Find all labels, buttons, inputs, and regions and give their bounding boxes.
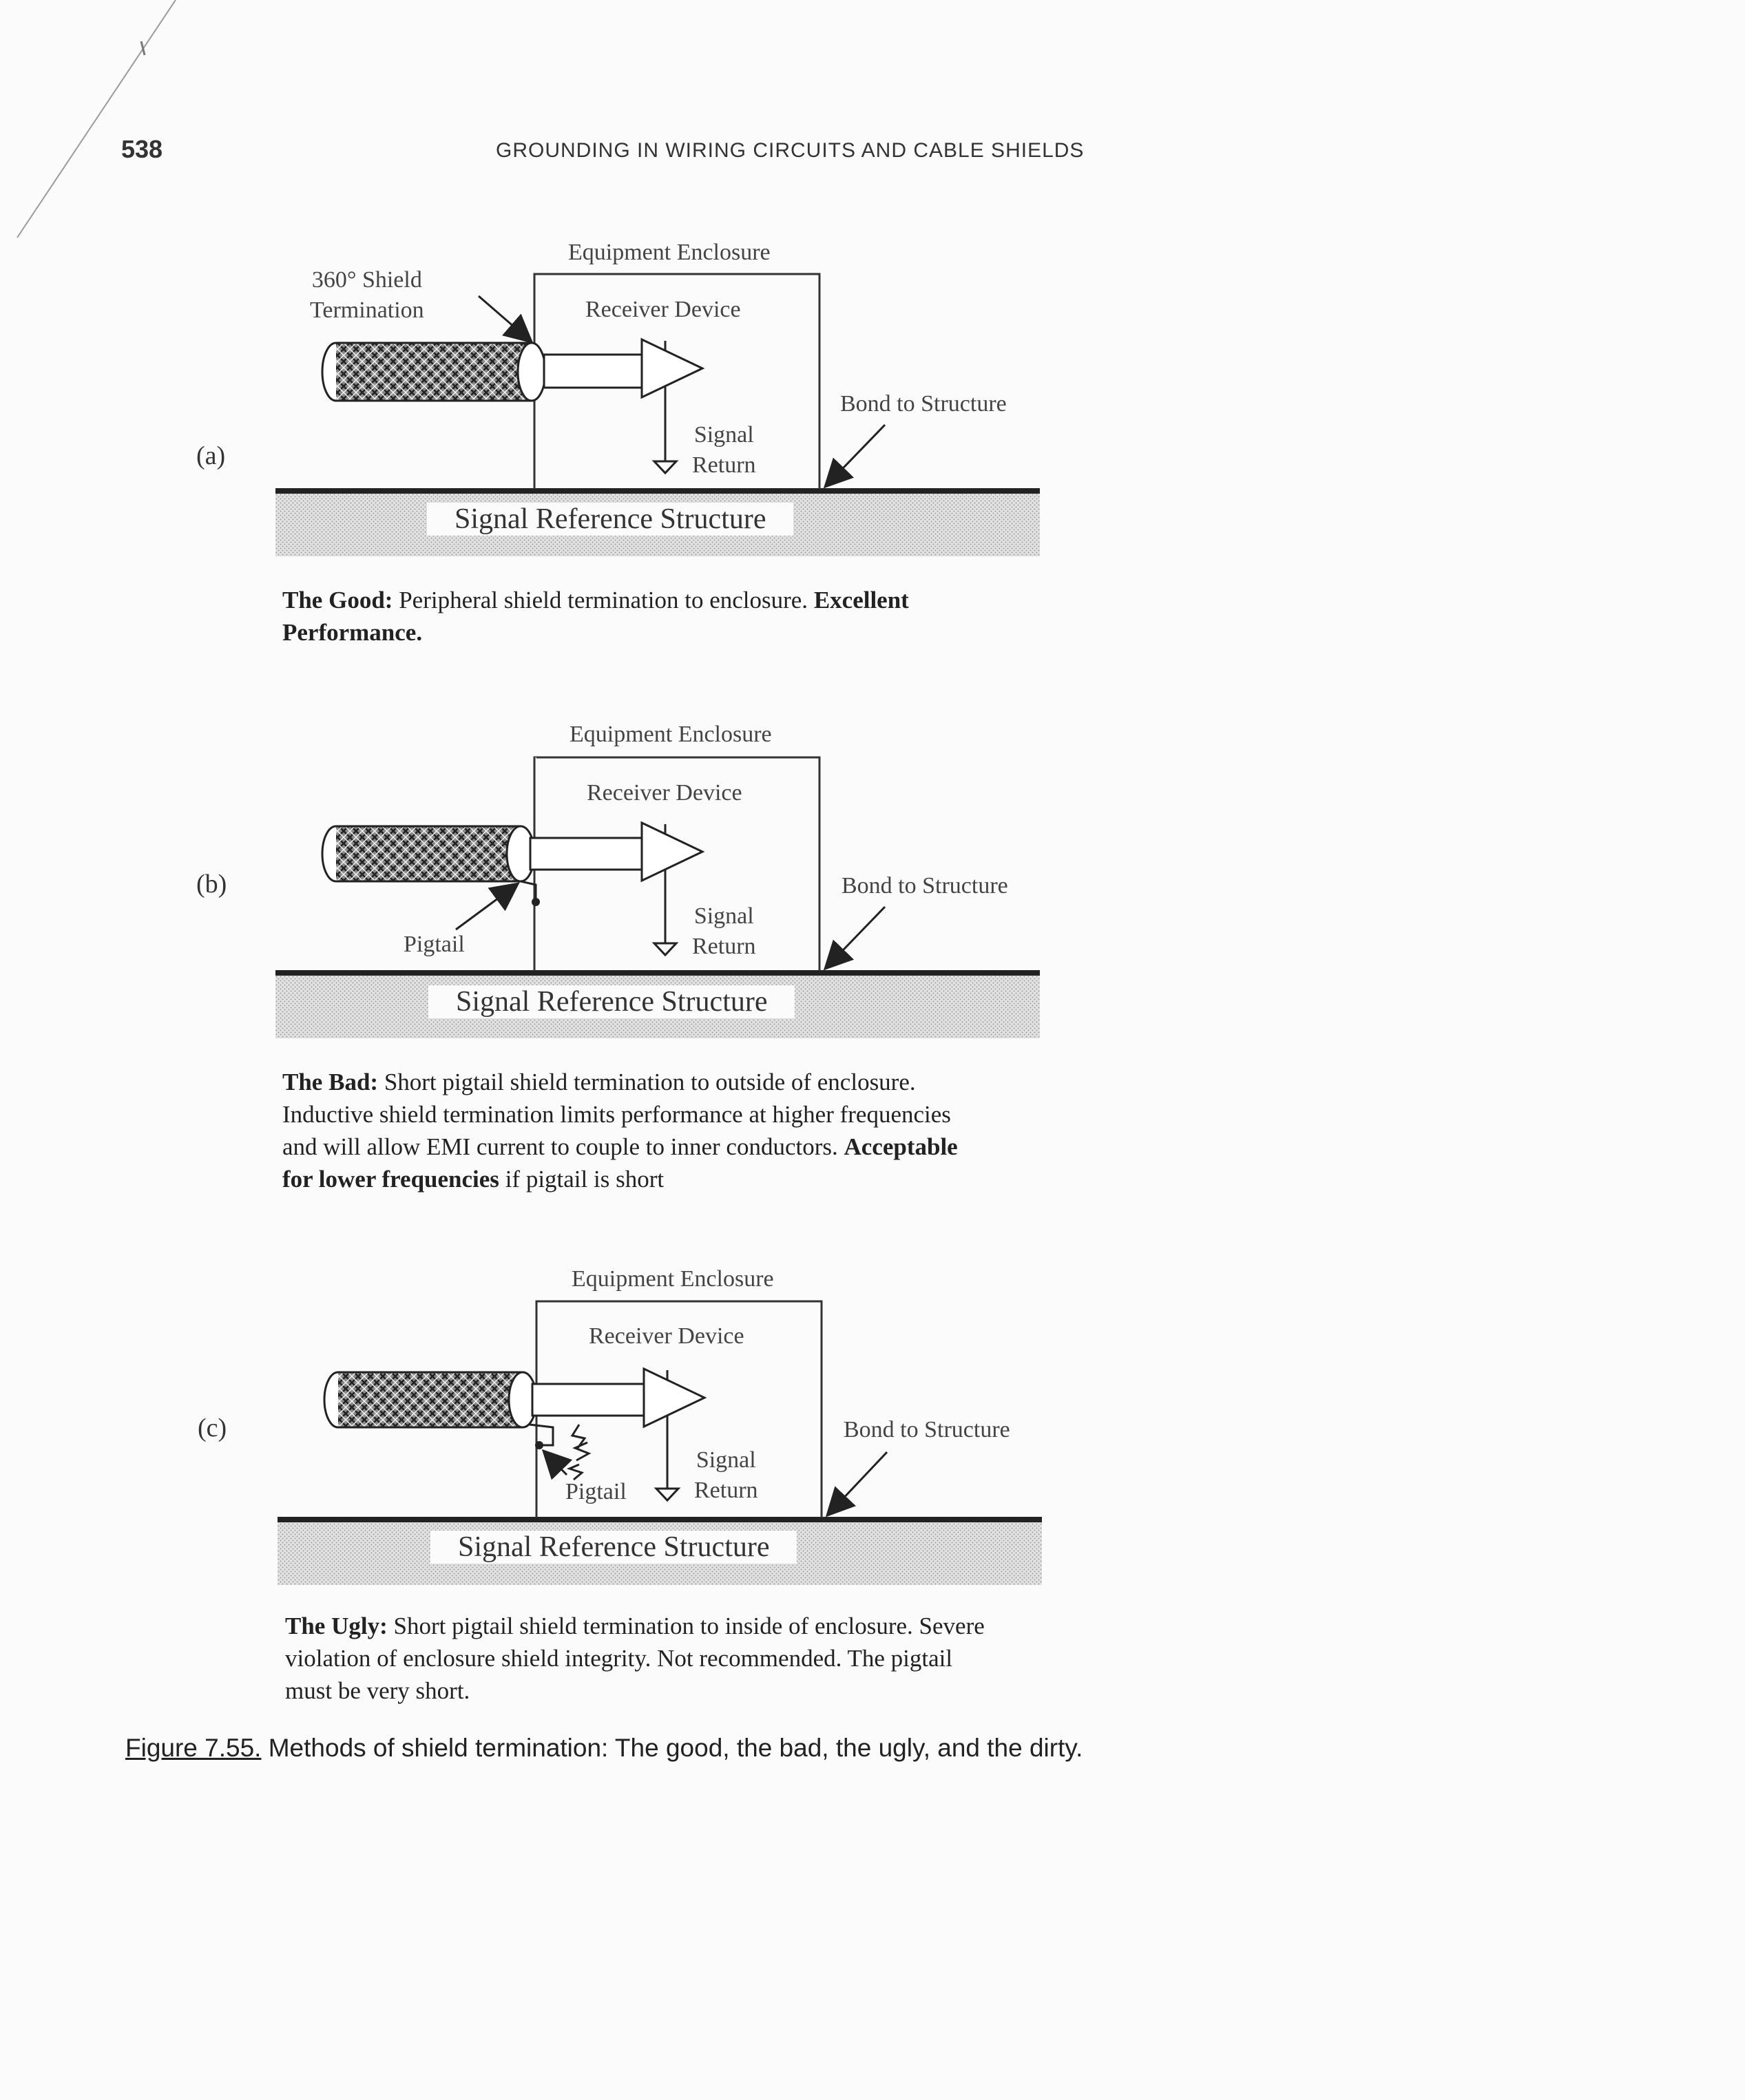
- diagram-good: [275, 238, 1060, 596]
- panel-letter-c: (c): [198, 1414, 227, 1442]
- enclosure-label: Equipment Enclosure: [570, 722, 772, 747]
- diagram-ugly: [278, 1265, 1063, 1623]
- bond-label: Bond to Structure: [840, 391, 1007, 417]
- figure-number: Figure 7.55.: [125, 1734, 262, 1762]
- pigtail-label: Pigtail: [565, 1479, 627, 1504]
- running-head: GROUNDING IN WIRING CIRCUITS AND CABLE SHIELDS: [496, 139, 1085, 162]
- caption-lead: The Ugly:: [285, 1613, 388, 1639]
- caption-lead: The Good:: [282, 587, 393, 613]
- caption-ugly: [285, 1610, 1111, 1707]
- structure-label: Signal Reference Structure: [430, 1531, 797, 1564]
- shield-termination-label: 360° Shield Termination: [310, 267, 424, 324]
- figure-caption-text: Methods of shield termination: The good, the bad, the ugly, and the dirty.: [261, 1734, 1083, 1762]
- diagram-bad: [275, 720, 1060, 1078]
- caption-emphasis: Excellent Performance.: [282, 587, 909, 646]
- pigtail-label: Pigtail: [404, 932, 465, 957]
- receiver-label: Receiver Device: [589, 1323, 744, 1349]
- caption-text: Short pigtail shield termination to inside of enclosure. Severe violation of enclosure shield integrity. Not recommended. The pigtail must be very short.: [285, 1613, 985, 1704]
- caption-good: [282, 584, 1109, 649]
- signal-return-label: Signal Return: [694, 1447, 758, 1504]
- structure-label: Signal Reference Structure: [428, 985, 795, 1018]
- receiver-label: Receiver Device: [587, 780, 742, 806]
- structure-label: Signal Reference Structure: [427, 503, 793, 536]
- bond-label: Bond to Structure: [842, 873, 1008, 899]
- signal-return-label: Signal Return: [692, 903, 756, 960]
- margin-pencil-mark: [0, 0, 207, 275]
- page-number: 538: [121, 135, 163, 163]
- figure-caption: [125, 1734, 1083, 1763]
- bond-label: Bond to Structure: [844, 1417, 1010, 1442]
- panel-letter-b: (b): [196, 870, 227, 899]
- caption-text: Short pigtail shield termination to outside of enclosure. Inductive shield termination limits performance at higher frequencies and will allow EMI current to couple to inner conductors.: [282, 1069, 951, 1160]
- caption-bad: [282, 1066, 1109, 1195]
- receiver-label: Receiver Device: [585, 297, 741, 322]
- caption-lead: The Bad:: [282, 1069, 379, 1095]
- panel-letter-a: (a): [196, 441, 226, 470]
- caption-tail: if pigtail is short: [499, 1166, 665, 1193]
- caption-text: Peripheral shield termination to enclosure.: [393, 587, 814, 613]
- enclosure-label: Equipment Enclosure: [572, 1266, 774, 1292]
- signal-return-label: Signal Return: [692, 422, 756, 479]
- caption-emphasis: Acceptable for lower frequencies: [282, 1133, 958, 1193]
- enclosure-label: Equipment Enclosure: [568, 240, 771, 265]
